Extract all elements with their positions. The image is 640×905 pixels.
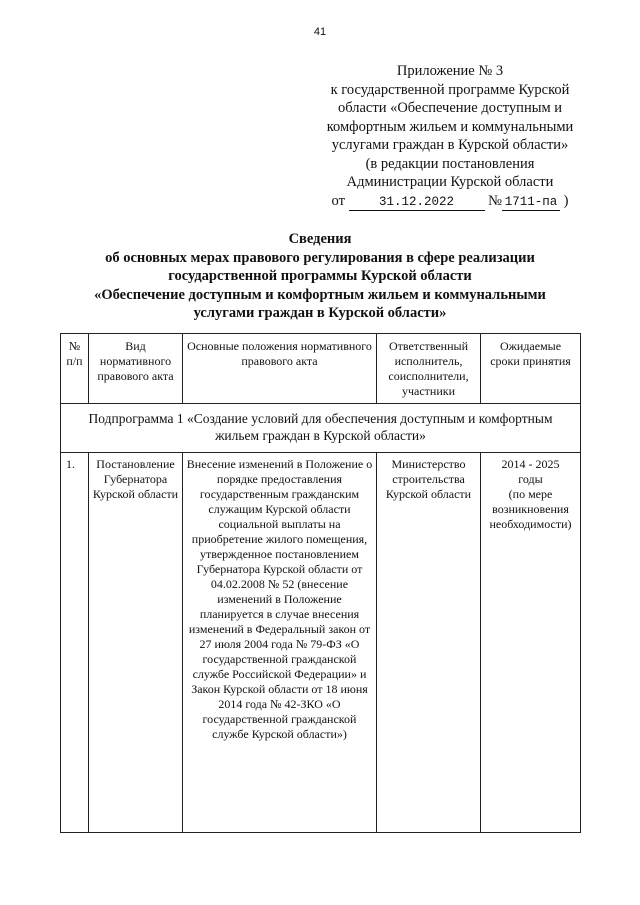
row-num: 1. <box>61 453 89 833</box>
header-provisions: Основные положения нормативного правового акта <box>183 334 377 404</box>
appendix-line: комфортным жильем и коммунальными <box>326 118 574 135</box>
resolution-date-line <box>300 192 600 211</box>
heading-line: об основных мерах правового регулирования в сфере реализации <box>105 249 535 266</box>
page-number: 41 <box>313 26 327 38</box>
resolution-date: 31.12.2022 <box>349 195 485 211</box>
row-terms: 2014 - 2025 годы (по мере возникновения необходимости) <box>481 453 581 833</box>
heading-title: Сведения <box>288 231 352 247</box>
table-row <box>61 453 581 833</box>
appendix-line: (в редакции постановления <box>365 155 535 172</box>
appendix-line: Администрации Курской области <box>346 174 554 190</box>
heading-line: услугами граждан в Курской области» <box>193 305 447 321</box>
row-executor: Министерство строительства Курской области <box>377 453 481 833</box>
appendix-line: области «Обеспечение доступным и <box>337 100 563 116</box>
header-terms: Ожидаемые сроки принятия <box>481 334 581 404</box>
heading-line: государственной программы Курской области <box>168 268 472 284</box>
table-header-row <box>61 334 581 404</box>
appendix-block <box>300 62 600 211</box>
header-executor: Ответственный исполнитель, соисполнители, участники <box>377 334 481 404</box>
appendix-line: к государственной программе Курской <box>330 81 570 98</box>
header-type: Вид нормативного правового акта <box>89 334 183 404</box>
row-provisions: Внесение изменений в Положение о порядке предоставления государственным гражданским служащим Курской области социальной выплаты на приобретение жилого помещения, утвержденное постановлением Губернатора Курской области от 04.02.2008 № 52 (внесение изменений в Положение планируется в случае внесения изменений в Федеральный закон от 27 июля 2004 года № 79-ФЗ «О государственной гражданской службе Российской Федерации» и Закон Курской области от 18 июня 2014 года № 42-ЗКО «О государственной гражданской службе Курской области») <box>183 453 377 833</box>
subprogram-title: Подпрограмма 1 «Создание условий для обеспечения доступным и комфортным жильем граждан в Курской области» <box>61 404 581 453</box>
appendix-line: услугами граждан в Курской области» <box>331 137 569 153</box>
from-label: от <box>331 192 345 209</box>
header-num: № п/п <box>61 334 89 404</box>
heading-line: «Обеспечение доступным и комфортным жильем и коммунальными <box>94 286 546 303</box>
appendix-line: Приложение № 3 <box>396 63 504 79</box>
number-label: № <box>488 192 503 209</box>
resolution-number: 1711-па <box>502 195 560 211</box>
row-type: Постановление Губернатора Курской области <box>89 453 183 833</box>
close-paren: ) <box>563 192 569 209</box>
subprogram-row <box>61 404 581 453</box>
document-heading <box>40 230 600 323</box>
measures-table <box>60 333 581 833</box>
